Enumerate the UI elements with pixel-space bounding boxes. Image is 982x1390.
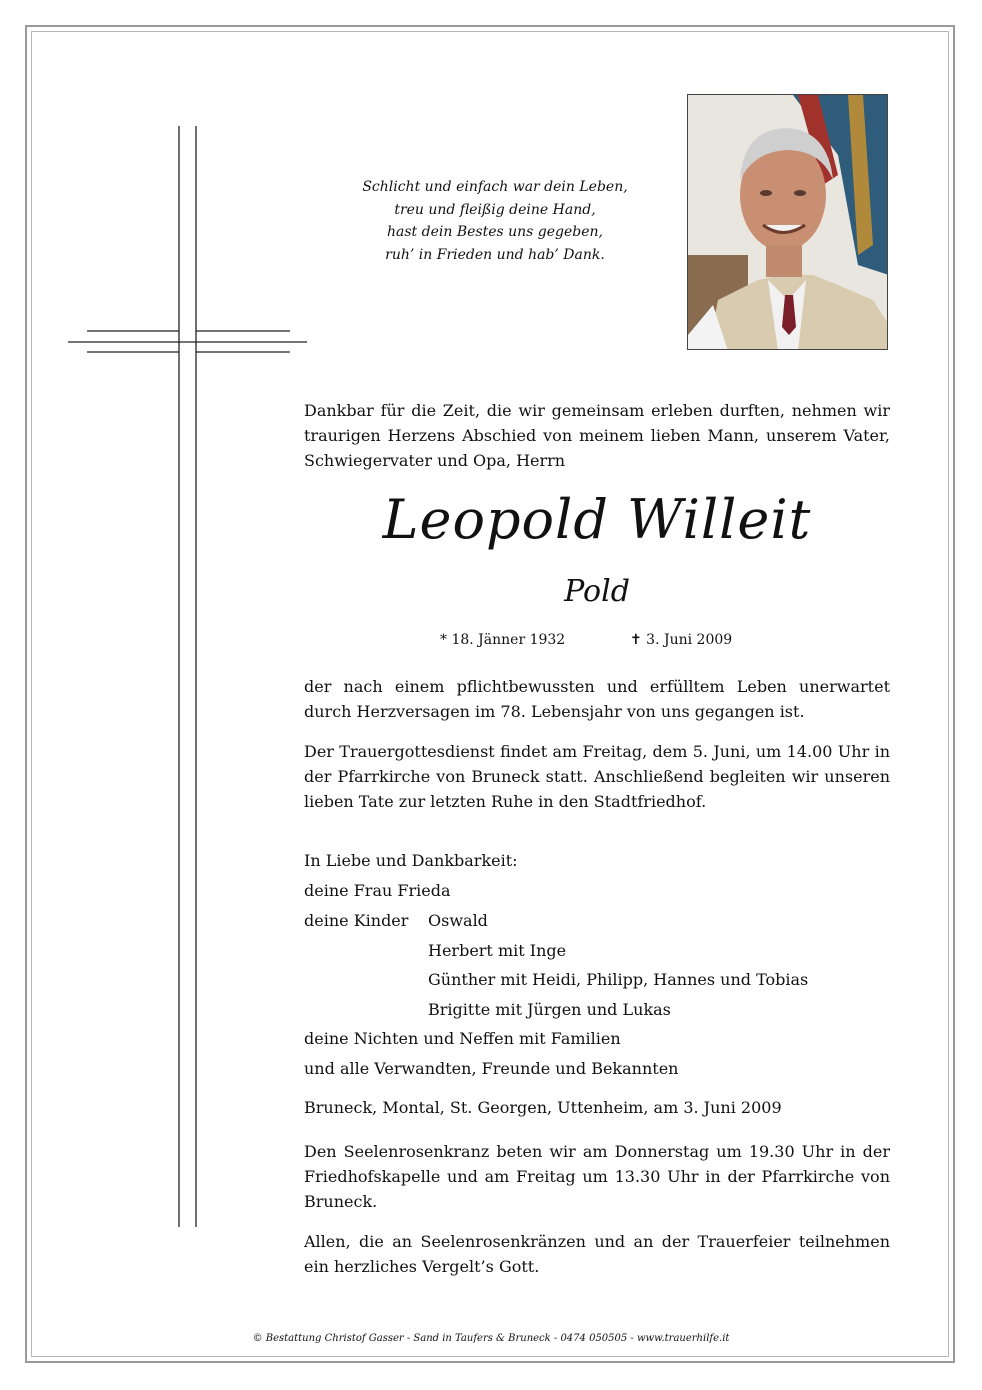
thanks-paragraph: Allen, die an Seelenrosenkränzen und an der Trauerfeier teilnehmen ein herzliches Vergelt’s Gott. [304, 1232, 890, 1276]
deceased-nickname: Pold [564, 574, 630, 609]
poem-line: treu und fleißig deine Hand, [394, 201, 596, 218]
poem-line: Schlicht und einfach war dein Leben, [362, 179, 628, 195]
poem-line: ruh’ in Frieden und hab’ Dank. [385, 246, 605, 263]
child-entry: Oswald [428, 911, 488, 930]
child-entry: Herbert mit Inge [428, 941, 567, 960]
mourner-relatives: und alle Verwandten, Freunde und Bekannten [304, 1059, 679, 1078]
poem-line: hast dein Bestes uns gegeben, [387, 224, 603, 240]
mourner-wife: deine Frau Frieda [304, 881, 451, 900]
place-date: Bruneck, Montal, St. Georgen, Uttenheim, am 3. Juni 2009 [304, 1098, 782, 1117]
deceased-name: Leopold Willeit [382, 488, 812, 551]
birth-date: * 18. Jänner 1932 [440, 632, 566, 648]
portrait-photo [687, 94, 888, 350]
funeral-paragraph: Der Trauergottesdienst findet am Freitag, dem 5. Juni, um 14.00 Uhr in der Pfarrkirche von Bruneck statt. Anschließend begleiten wir unseren lieben Tate zur letzten Ruhe in den Stadtfriedhof. [304, 742, 890, 811]
memorial-poem [340, 176, 650, 266]
footer-credit: © Bestattung Christof Gasser - Sand in Taufers & Bruneck - 0474 050505 - www.trauerhilfe.it [252, 1333, 730, 1344]
mourner-nieces: deine Nichten und Neffen mit Familien [304, 1029, 621, 1048]
rosary-paragraph: Den Seelenrosenkranz beten wir am Donnerstag um 19.30 Uhr in der Friedhofskapelle und am Freitag um 13.30 Uhr in der Pfarrkirche von Bruneck. [304, 1142, 890, 1211]
child-entry: Günther mit Heidi, Philipp, Hannes und Tobias [428, 970, 809, 989]
mourners-heading: In Liebe und Dankbarkeit: [304, 851, 518, 870]
children-label: deine Kinder [304, 911, 409, 930]
death-date: ✝ 3. Juni 2009 [630, 632, 733, 648]
passing-paragraph: der nach einem pflichtbewussten und erfülltem Leben unerwartet durch Herzversagen im 78. Lebensjahr von uns gegangen ist. [304, 677, 890, 721]
child-entry: Brigitte mit Jürgen und Lukas [428, 1000, 671, 1019]
intro-paragraph: Dankbar für die Zeit, die wir gemeinsam erleben durften, nehmen wir traurigen Herzens Abschied von meinem lieben Mann, unserem Vater, Schwiegervater und Opa, Herrn [304, 401, 890, 470]
